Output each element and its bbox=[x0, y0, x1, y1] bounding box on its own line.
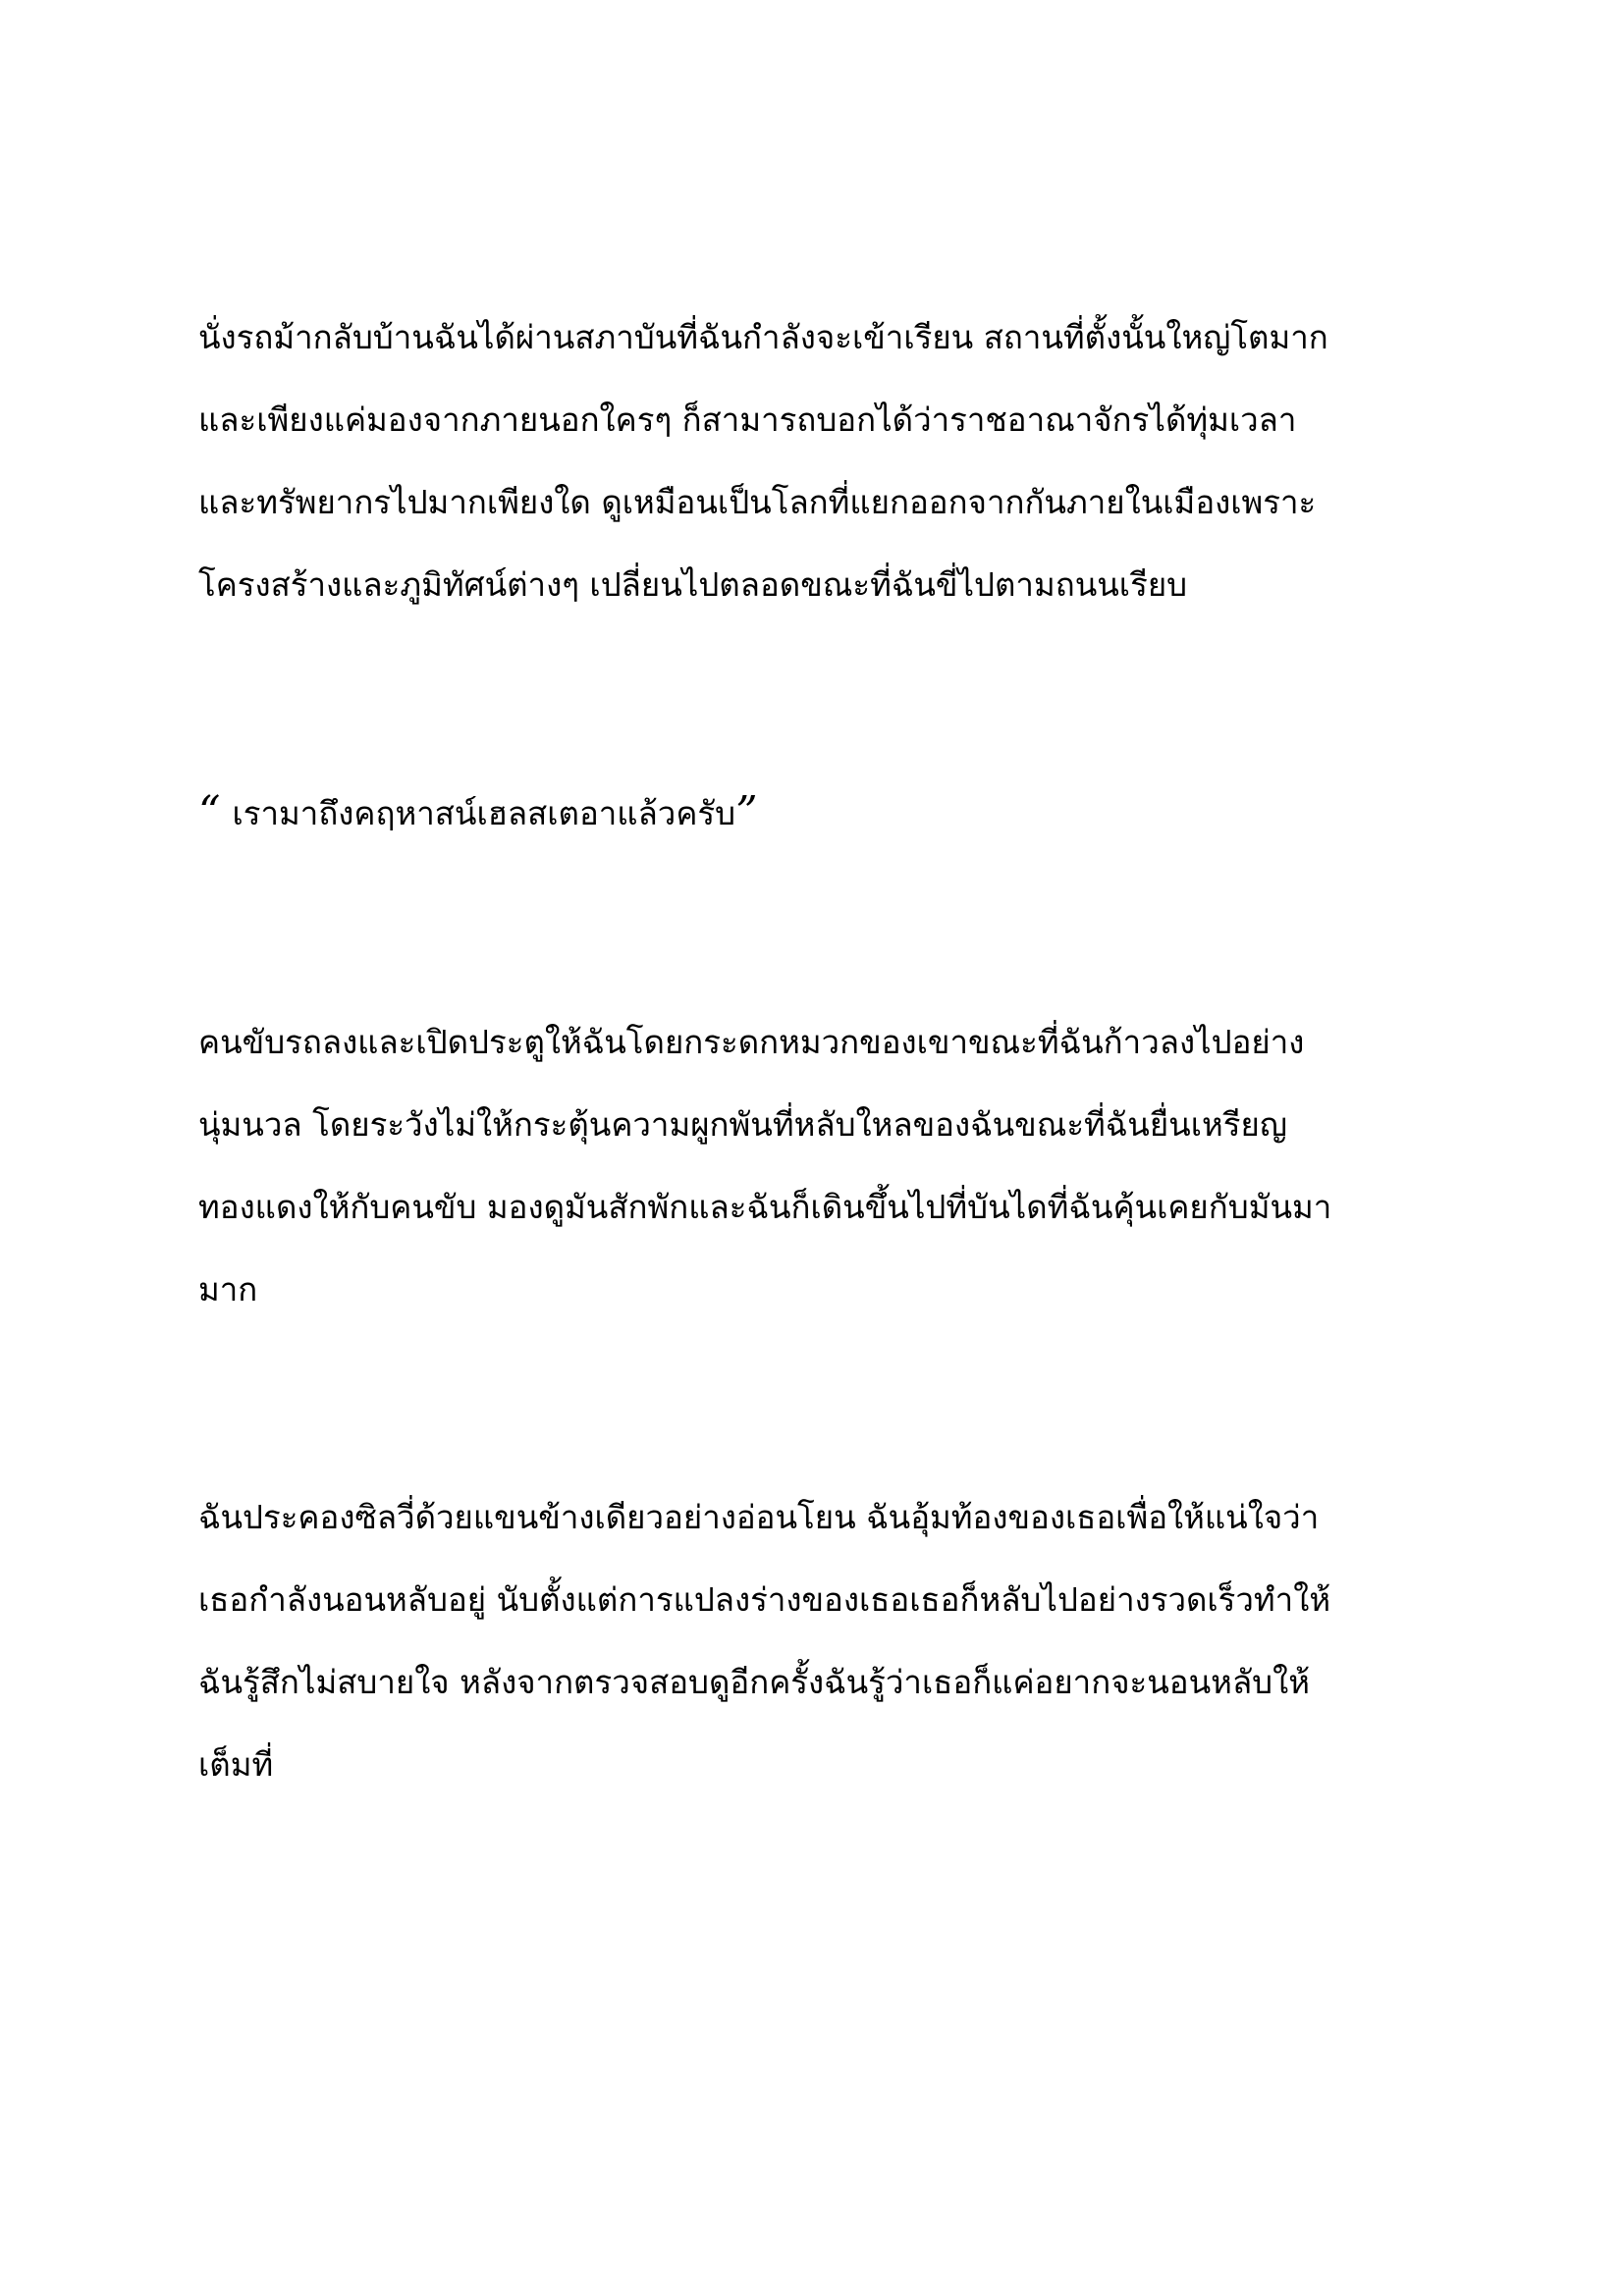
paragraph-line: ทองแดงให้กับคนขับ มองดูมันสักพักและฉันก็เดินขึ้นไปที่บันไดที่ฉันคุ้นเคยกับมันมา bbox=[198, 1188, 1332, 1226]
paragraph-3 bbox=[198, 1001, 1475, 1331]
paragraph-line: มาก bbox=[198, 1270, 258, 1308]
paragraph-line: เต็มที่ bbox=[198, 1745, 274, 1784]
paragraph-line: นั่งรถม้ากลับบ้านฉันได้ผ่านสภาบันที่ฉันกำลังจะเข้าเรียน สถานที่ตั้งนั้นใหญ่โตมาก bbox=[198, 318, 1328, 356]
paragraph-line: โครงสร้างและภูมิทัศน์ต่างๆ เปลี่ยนไปตลอดขณะที่ฉันขี่ไปตามถนนเรียบ bbox=[198, 565, 1188, 604]
quote-line bbox=[198, 772, 1475, 854]
open-quote-mark: “ bbox=[198, 787, 221, 837]
paragraph-line: และเพียงแค่มองจากภายนอกใครๆ ก็สามารถบอกได้ว่าราชอาณาจักรได้ทุ่มเวลา bbox=[198, 400, 1297, 439]
paragraph-line: ฉันประคองซิลวี่ด้วยแขนข้างเดียวอย่างอ่อนโยน ฉันอุ้มท้องของเธอเพื่อให้แน่ใจว่า bbox=[198, 1498, 1320, 1536]
paragraph-4 bbox=[198, 1476, 1475, 1806]
paragraph-line: เธอกำลังนอนหลับอยู่ นับตั้งแต่การแปลงร่างของเธอเธอก็หลับไปอย่างรวดเร็วทำให้ bbox=[198, 1580, 1331, 1619]
paragraph-line: ฉันรู้สึกไม่สบายใจ หลังจากตรวจสอบดูอีกครั้งฉันรู้ว่าเธอก็แค่อยากจะนอนหลับให้ bbox=[198, 1663, 1310, 1701]
paragraph-line: คนขับรถลงและเปิดประตูให้ฉันโดยกระดกหมวกของเขาขณะที่ฉันก้าวลงไปอย่าง bbox=[198, 1023, 1305, 1061]
quote-text: เรามาถึงคฤหาสน์เฮลสเตอาแล้วครับ bbox=[232, 794, 736, 832]
dialogue-quote bbox=[198, 772, 1475, 854]
paragraph-line: และทรัพยากรไปมากเพียงใด ดูเหมือนเป็นโลกที่แยกออกจากกันภายในเมืองเพราะ bbox=[198, 483, 1317, 521]
paragraph-1 bbox=[198, 296, 1475, 626]
paragraph-line: นุ่มนวล โดยระวังไม่ให้กระตุ้นความผูกพันที่หลับใหลของฉันขณะที่ฉันยื่นเหรียญ bbox=[198, 1105, 1287, 1144]
close-quote-mark: ” bbox=[735, 787, 758, 837]
